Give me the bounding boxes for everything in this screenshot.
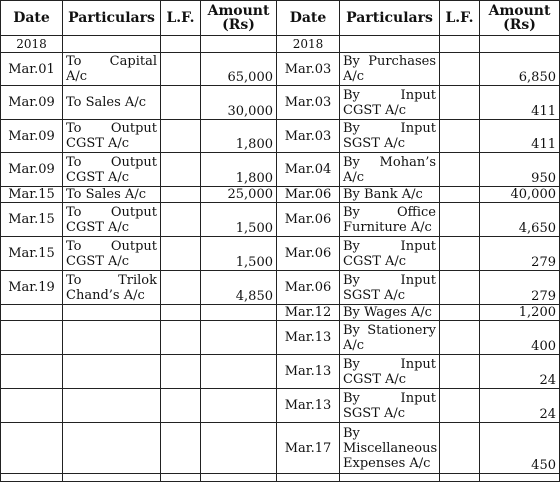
table-row — [1, 305, 560, 321]
left-particulars-cell — [63, 305, 161, 321]
right-lf-cell — [440, 237, 480, 271]
left-amount-cell: 4,850 — [201, 271, 277, 305]
right-particulars-cell: By Input SGST A/c — [340, 389, 440, 423]
left-amount-cell — [201, 355, 277, 389]
table-row — [1, 153, 560, 187]
year-row-blank — [161, 36, 201, 53]
left-date-cell: Mar.09 — [1, 120, 63, 153]
left-date-cell — [1, 423, 63, 474]
right-amount-cell: 40,000 — [480, 187, 560, 203]
right-lf-cell — [440, 271, 480, 305]
header-amount-left — [201, 1, 277, 36]
table-row — [1, 271, 560, 305]
left-date-cell — [1, 305, 63, 321]
left-date-cell — [1, 474, 63, 482]
right-amount-cell: 24 — [480, 389, 560, 423]
table-row — [1, 120, 560, 153]
year-row-blank — [480, 36, 560, 53]
left-date-cell — [1, 321, 63, 355]
year-left: 2018 — [1, 36, 63, 53]
left-date-cell: Mar.19 — [1, 271, 63, 305]
left-date-cell: Mar.15 — [1, 237, 63, 271]
left-date-cell: Mar.15 — [1, 203, 63, 237]
header-amount-right — [480, 1, 560, 36]
right-particulars-cell: By Input SGST A/c — [340, 120, 440, 153]
table-row — [1, 355, 560, 389]
left-particulars-cell — [63, 423, 161, 474]
right-lf-cell — [440, 203, 480, 237]
left-lf-cell — [161, 474, 201, 482]
left-amount-cell: 1,500 — [201, 237, 277, 271]
left-date-cell — [1, 355, 63, 389]
left-lf-cell — [161, 53, 201, 86]
left-particulars-cell: To Sales A/c — [63, 187, 161, 203]
header-particulars-left: Particulars — [63, 1, 161, 36]
right-date-cell: Mar.17 — [277, 423, 340, 474]
left-lf-cell — [161, 321, 201, 355]
header-date-right: Date — [277, 1, 340, 36]
left-amount-cell — [201, 321, 277, 355]
year-row-blank — [440, 36, 480, 53]
left-date-cell: Mar.09 — [1, 86, 63, 120]
left-date-cell: Mar.09 — [1, 153, 63, 187]
right-date-cell — [277, 474, 340, 482]
right-lf-cell — [440, 53, 480, 86]
left-lf-cell — [161, 423, 201, 474]
left-lf-cell — [161, 305, 201, 321]
left-particulars-cell: To Output CGST A/c — [63, 203, 161, 237]
right-amount-cell: 24 — [480, 355, 560, 389]
table-row — [1, 237, 560, 271]
left-amount-cell: 1,800 — [201, 153, 277, 187]
right-lf-cell — [440, 474, 480, 482]
right-amount-cell: 411 — [480, 86, 560, 120]
right-amount-cell: 279 — [480, 271, 560, 305]
left-amount-cell — [201, 389, 277, 423]
right-particulars-cell: By Input CGST A/c — [340, 355, 440, 389]
year-row-blank — [340, 36, 440, 53]
left-amount-cell: 30,000 — [201, 86, 277, 120]
right-date-cell: Mar.03 — [277, 86, 340, 120]
header-row — [1, 1, 560, 36]
right-lf-cell — [440, 120, 480, 153]
left-lf-cell — [161, 120, 201, 153]
right-amount-cell: 950 — [480, 153, 560, 187]
right-date-cell: Mar.13 — [277, 355, 340, 389]
right-date-cell: Mar.12 — [277, 305, 340, 321]
right-date-cell: Mar.03 — [277, 53, 340, 86]
right-particulars-cell: By Stationery A/c — [340, 321, 440, 355]
right-particulars-cell: By Input CGST A/c — [340, 86, 440, 120]
table-row — [1, 53, 560, 86]
header-date-left: Date — [1, 1, 63, 36]
table-row — [1, 423, 560, 474]
header-amount-left-line1: Amount — [207, 3, 270, 19]
left-amount-cell: 65,000 — [201, 53, 277, 86]
table-row — [1, 187, 560, 203]
right-amount-cell: 411 — [480, 120, 560, 153]
right-particulars-cell: By Wages A/c — [340, 305, 440, 321]
left-amount-cell — [201, 305, 277, 321]
right-date-cell: Mar.13 — [277, 321, 340, 355]
left-particulars-cell: To Capital A/c — [63, 53, 161, 86]
right-date-cell: Mar.06 — [277, 187, 340, 203]
right-particulars-cell: By Mohan’s A/c — [340, 153, 440, 187]
header-particulars-right: Particulars — [340, 1, 440, 36]
left-lf-cell — [161, 153, 201, 187]
table-row — [1, 321, 560, 355]
right-particulars-cell: By Input SGST A/c — [340, 271, 440, 305]
year-row — [1, 36, 560, 53]
right-amount-cell: 450 — [480, 423, 560, 474]
left-lf-cell — [161, 187, 201, 203]
right-amount-cell — [480, 474, 560, 482]
table-row — [1, 203, 560, 237]
header-lf-left: L.F. — [161, 1, 201, 36]
left-particulars-cell — [63, 321, 161, 355]
year-row-blank — [63, 36, 161, 53]
right-lf-cell — [440, 187, 480, 203]
left-particulars-cell: To Output CGST A/c — [63, 237, 161, 271]
left-particulars-cell: To Output CGST A/c — [63, 120, 161, 153]
right-lf-cell — [440, 86, 480, 120]
left-date-cell: Mar.15 — [1, 187, 63, 203]
left-amount-cell — [201, 423, 277, 474]
left-amount-cell — [201, 474, 277, 482]
right-lf-cell — [440, 423, 480, 474]
left-particulars-cell: To Trilok Chand’s A/c — [63, 271, 161, 305]
right-amount-cell: 279 — [480, 237, 560, 271]
right-particulars-cell: By Bank A/c — [340, 187, 440, 203]
header-amount-left-line2: (Rs) — [222, 17, 255, 33]
table-row — [1, 474, 560, 482]
left-lf-cell — [161, 203, 201, 237]
left-amount-cell: 1,500 — [201, 203, 277, 237]
left-date-cell: Mar.01 — [1, 53, 63, 86]
header-amount-right-line1: Amount — [488, 3, 551, 19]
left-amount-cell: 25,000 — [201, 187, 277, 203]
left-particulars-cell — [63, 474, 161, 482]
header-lf-right: L.F. — [440, 1, 480, 36]
right-particulars-cell: By Miscellaneous Expenses A/c — [340, 423, 440, 474]
right-particulars-cell — [340, 474, 440, 482]
left-lf-cell — [161, 355, 201, 389]
right-date-cell: Mar.04 — [277, 153, 340, 187]
right-amount-cell: 6,850 — [480, 53, 560, 86]
left-lf-cell — [161, 389, 201, 423]
header-amount-right-line2: (Rs) — [503, 17, 536, 33]
left-particulars-cell — [63, 389, 161, 423]
left-particulars-cell — [63, 355, 161, 389]
right-amount-cell: 4,650 — [480, 203, 560, 237]
right-date-cell: Mar.06 — [277, 203, 340, 237]
right-lf-cell — [440, 153, 480, 187]
right-lf-cell — [440, 321, 480, 355]
right-amount-cell: 1,200 — [480, 305, 560, 321]
right-lf-cell — [440, 355, 480, 389]
left-particulars-cell: To Output CGST A/c — [63, 153, 161, 187]
year-right: 2018 — [277, 36, 340, 53]
right-amount-cell: 400 — [480, 321, 560, 355]
left-lf-cell — [161, 86, 201, 120]
year-row-blank — [201, 36, 277, 53]
right-particulars-cell: By Office Furniture A/c — [340, 203, 440, 237]
right-date-cell: Mar.13 — [277, 389, 340, 423]
table-row — [1, 389, 560, 423]
left-lf-cell — [161, 271, 201, 305]
right-date-cell: Mar.06 — [277, 271, 340, 305]
left-date-cell — [1, 389, 63, 423]
left-particulars-cell: To Sales A/c — [63, 86, 161, 120]
right-lf-cell — [440, 305, 480, 321]
right-particulars-cell: By Input CGST A/c — [340, 237, 440, 271]
left-amount-cell: 1,800 — [201, 120, 277, 153]
right-date-cell: Mar.03 — [277, 120, 340, 153]
table-row — [1, 86, 560, 120]
right-date-cell: Mar.06 — [277, 237, 340, 271]
right-lf-cell — [440, 389, 480, 423]
right-particulars-cell: By Purchases A/c — [340, 53, 440, 86]
left-lf-cell — [161, 237, 201, 271]
